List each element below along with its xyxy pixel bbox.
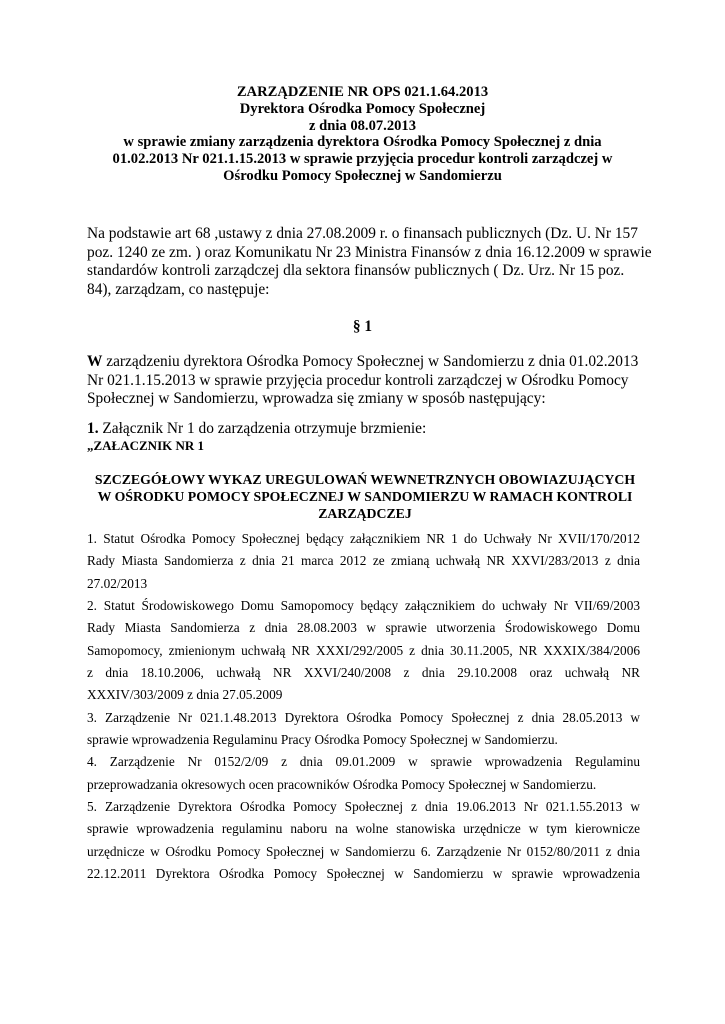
attachment-block: [87, 420, 647, 454]
section-line-2: Nr 021.1.15.2013 w sprawie przyjęcia procedur kontroli zarządczej w Ośrodku Pomocy: [87, 371, 629, 389]
list-heading-line-1: SZCZEGÓŁOWY WYKAZ UREGULOWAŃ WEWNETRZNYCH OBOWIAZUJĄCYCH: [94, 472, 636, 487]
list-item-line: 22.12.2011 Dyrektora Ośrodka Pomocy Społecznej w Sandomierzu w sprawie wprowadzenia: [87, 866, 640, 882]
intro-line: Na podstawie art 68 ,ustawy z dnia 27.08.2009 r. o finansach publicznych (Dz. U. Nr 157: [87, 225, 638, 242]
title-line-5: 01.02.2013 Nr 021.1.15.2013 w sprawie przyjęcia procedur kontroli zarządczej w: [112, 151, 613, 168]
attachment-line: [87, 420, 647, 437]
first-letter: W: [87, 353, 103, 370]
annex-heading: „ZAŁACZNIK NR 1: [87, 438, 205, 453]
section-sign: § 1: [352, 318, 373, 335]
intro-line: standardów kontroli zarządczej dla sektora finansów publicznych ( Dz. Urz. Nr 15 poz.: [87, 262, 625, 280]
list-heading-line-2: W OŚRODKU POMOCY SPOŁECZNEJ W SANDOMIERZU W RAMACH KONTROLI: [97, 488, 633, 504]
title-line-4: w sprawie zmiany zarządzenia dyrektora Ośrodka Pomocy Społecznej z dnia: [123, 134, 602, 151]
list-item-line: sprawie wprowadzenia Regulaminu Pracy Ośrodka Pomocy Społecznej w Sandomierzu.: [87, 732, 558, 748]
document-title: [80, 84, 645, 185]
title-line-6: Ośrodku Pomocy Społecznej w Sandomierzu: [223, 167, 502, 184]
section-line-1-text: zarządzeniu dyrektora Ośrodka Pomocy Społecznej w Sandomierzu z dnia 01.02.2013: [102, 353, 639, 370]
attachment-number: 1.: [87, 420, 99, 437]
list-item-line: 5. Zarządzenie Dyrektora Ośrodka Pomocy Społecznej z dnia 19.06.2013 Nr 021.1.55.2013 w: [87, 799, 640, 815]
list-item-line: 2. Statut Środowiskowego Domu Samopomocy będący załącznikiem do uchwały Nr VII/69/2003: [87, 598, 640, 614]
list-item-line: XXXIV/303/2009 z dnia 27.05.2009: [87, 687, 283, 703]
list-item-line: sprawie wprowadzenia regulaminu naboru na wolne stanowiska urzędnicze w tym kierownicze: [87, 821, 640, 837]
list-item-line: Rady Miasta Sandomierza z dnia 21 marca 2012 ze zmianą uchwałą NR XXVI/283/2013 z dnia: [87, 553, 640, 569]
list-item-line: 27.02/2013: [87, 575, 148, 591]
section-line-3: Społecznej w Sandomierzu, wprowadza się zmiany w sposób następujący:: [87, 390, 546, 408]
list-item-line: urzędnicze w Ośrodku Pomocy Społecznej w Sandomierzu 6. Zarządzenie Nr 0152/80/2011 z dnia: [87, 843, 640, 859]
section-1-paragraph: [87, 353, 647, 409]
list-item-line: 3. Zarządzenie Nr 021.1.48.2013 Dyrektora Ośrodka Pomocy Społecznej z dnia 28.05.2013 w: [87, 709, 640, 725]
list-item-line: Samopomocy, zmienionym uchwałą NR XXXI/292/2005 z dnia 30.11.2005, NR XXXIX/384/2006: [87, 642, 640, 658]
attachment-text: Załącznik Nr 1 do zarządzenia otrzymuje brzmienie:: [98, 420, 427, 437]
title-line-3: z dnia 08.07.2013: [308, 117, 417, 134]
list-item-line: Rady Miasta Sandomierza z dnia 28.08.2003 w sprawie utworzenia Środowiskowego Domu: [87, 620, 640, 636]
list-item-line: przeprowadzania okresowych ocen pracowników Ośrodka Pomocy Społecznej w Sandomierzu.: [87, 776, 597, 792]
regulations-list-heading: [70, 472, 660, 522]
title-line-1: ZARZĄDZENIE NR OPS 021.1.64.2013: [236, 84, 489, 100]
legal-basis-paragraph: [87, 225, 652, 299]
regulations-list: [87, 528, 640, 886]
list-item-line: z dnia 18.10.2006, uchwałą NR XXVI/240/2008 z dnia 29.10.2008 oraz uchwałą NR: [87, 665, 640, 681]
list-heading-line-3: ZARZĄDCZEJ: [318, 505, 412, 521]
intro-line: 84), zarządzam, co następuje:: [87, 280, 270, 298]
intro-line: poz. 1240 ze zm. ) oraz Komunikatu Nr 23 Ministra Finansów z dnia 16.12.2009 w sprawie: [87, 243, 652, 261]
list-item-line: 1. Statut Ośrodka Pomocy Społecznej będący załącznikiem NR 1 do Uchwały Nr XVII/170/2012: [87, 531, 640, 546]
title-line-2: Dyrektora Ośrodka Pomocy Społecznej: [239, 100, 486, 117]
section-line-1: [87, 353, 647, 372]
list-item-line: 4. Zarządzenie Nr 0152/2/09 z dnia 09.01.2009 w sprawie wprowadzenia Regulaminu: [87, 754, 640, 770]
